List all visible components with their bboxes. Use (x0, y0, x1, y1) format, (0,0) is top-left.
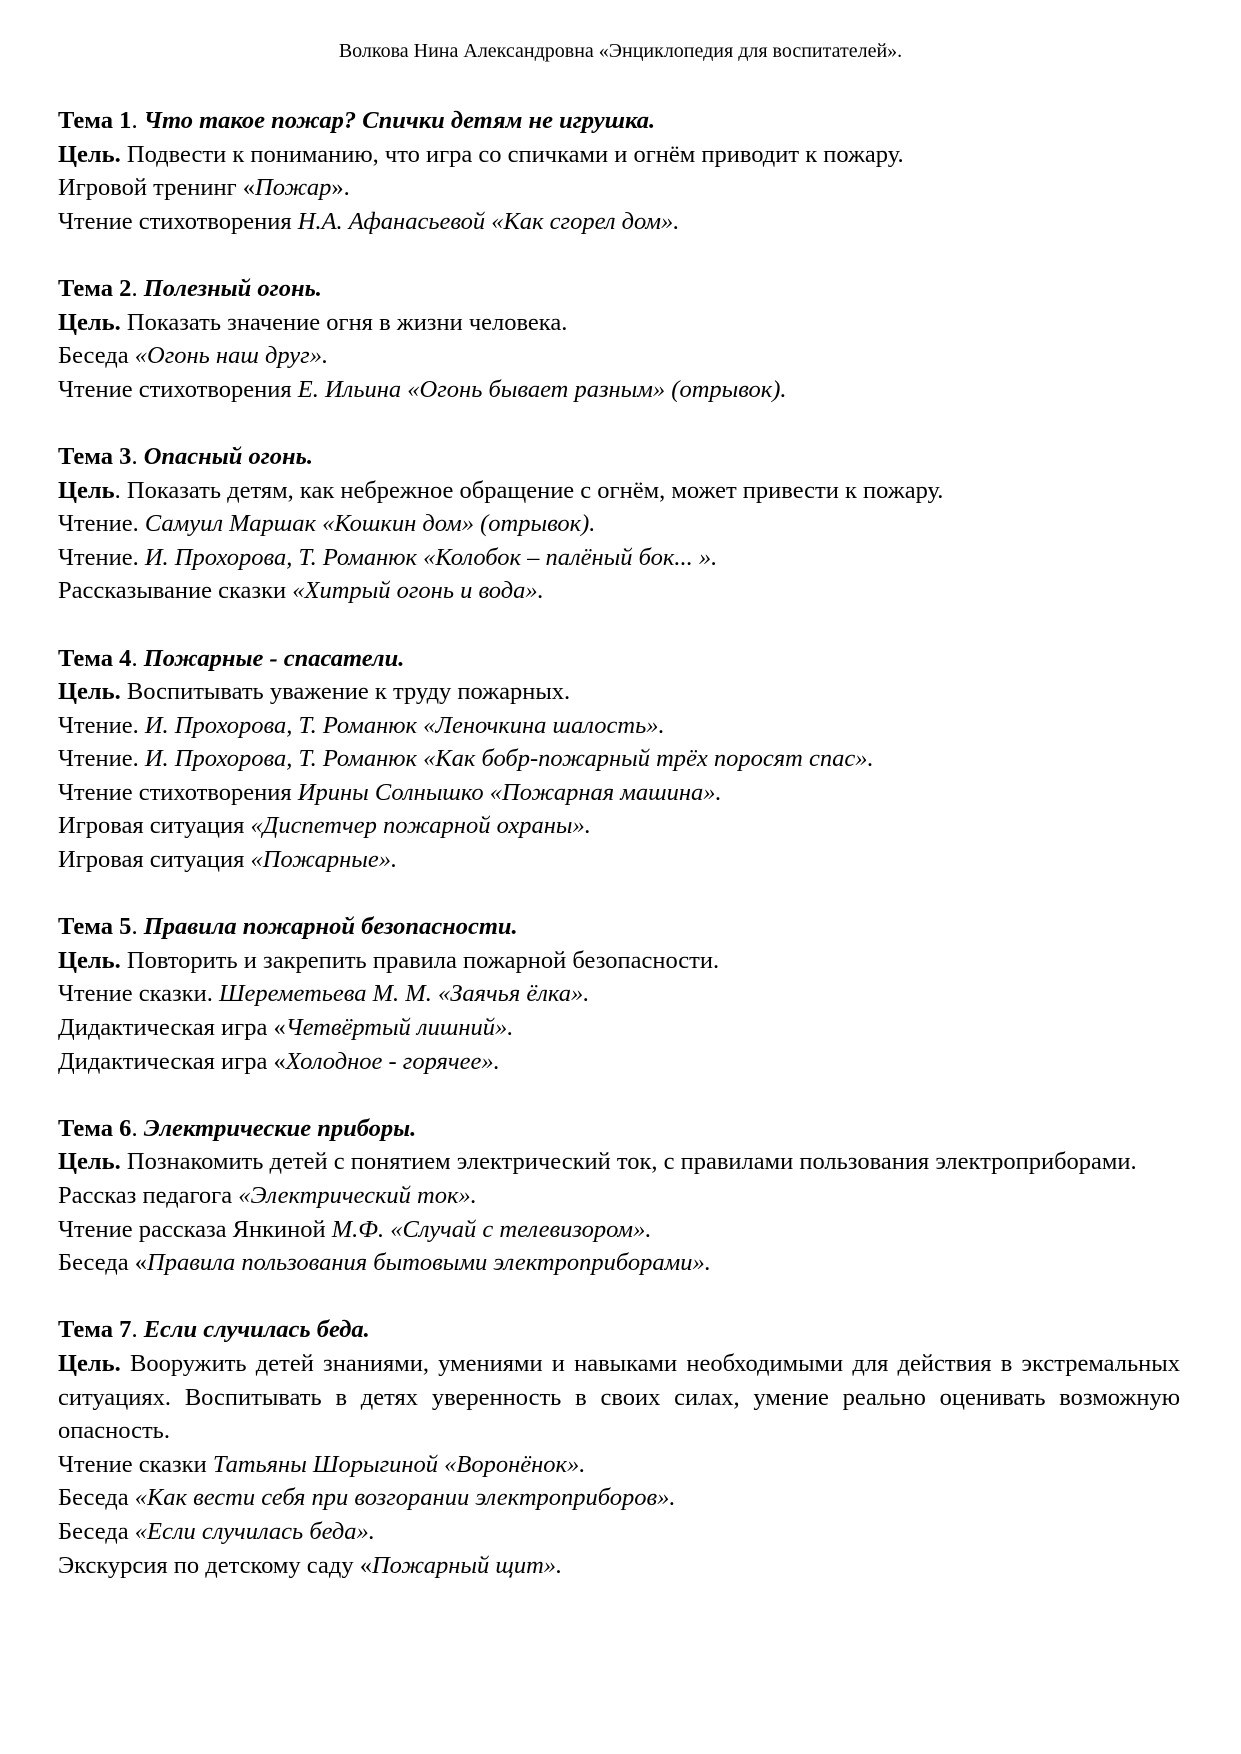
text-segment: Правила пожарной безопасности. (143, 913, 518, 941)
text-segment: Воспитывать уважение к труду пожарных. (120, 678, 571, 706)
topic-line (58, 944, 1180, 978)
text-segment: Шереметьева М. М. «Заячья ёлка». (218, 980, 590, 1008)
text-segment: Чтение стихотворения (58, 375, 298, 403)
topic-line (58, 776, 1180, 810)
text-segment: . (131, 107, 144, 134)
topic-line (58, 1515, 1180, 1549)
topic-line (58, 1481, 1180, 1515)
topic-title (58, 1112, 1180, 1146)
topic-title (58, 104, 1180, 138)
text-segment: Показать значение огня в жизни человека. (120, 308, 568, 336)
topic-line (58, 138, 1180, 172)
text-segment: Цель. (58, 1148, 121, 1176)
text-segment: Чтение стихотворения (58, 207, 298, 235)
text-segment: Чтение. (58, 543, 145, 571)
text-segment: Тема 3 (58, 442, 132, 470)
text-segment: Чтение. (58, 510, 145, 538)
text-segment: . (131, 644, 144, 672)
topic-line (58, 977, 1180, 1011)
text-segment: Пожарные - спасатели. (143, 644, 405, 672)
topic-line (58, 574, 1180, 608)
topic-title (58, 642, 1180, 676)
text-segment: Тема 2 (58, 274, 132, 302)
topic-line (58, 675, 1180, 709)
text-segment: Пожар (255, 174, 332, 202)
text-segment: Н.А. Афанасьевой «Как сгорел дом». (297, 207, 680, 235)
topic-line (58, 843, 1180, 877)
text-segment: «Если случилась беда». (134, 1517, 375, 1545)
topic-line (58, 1045, 1180, 1079)
topic-block (58, 1112, 1180, 1280)
page-header: Волкова Нина Александровна «Энциклопедия для воспитателей». (338, 40, 903, 62)
text-segment: И. Прохорова, Т. Романюк «Как бобр-пожарный трёх поросят спас». (144, 745, 874, 773)
text-segment: Игровая ситуация (58, 812, 251, 840)
topic-title (58, 272, 1180, 306)
text-segment: Полезный огонь. (143, 274, 322, 302)
text-segment: Четвёртый лишний». (285, 1014, 514, 1042)
topic-line (58, 205, 1180, 239)
topic-title (58, 440, 1180, 474)
text-segment: Чтение. (58, 711, 145, 739)
text-segment: . (131, 274, 144, 302)
text-segment: Повторить и закрепить правила пожарной безопасности. (120, 946, 720, 974)
text-segment: Ирины Солнышко «Пожарная машина». (297, 778, 722, 806)
text-segment: «Электрический ток». (238, 1182, 477, 1209)
topic-line (58, 1011, 1180, 1045)
text-segment: Рассказ педагога (58, 1182, 239, 1209)
topic-title (58, 910, 1180, 944)
text-segment: И. Прохорова, Т. Романюк «Леночкина шалость». (144, 711, 665, 739)
text-segment: Игровой тренинг « (58, 174, 256, 202)
text-segment: Цель. (58, 140, 121, 168)
text-segment: . (131, 1316, 144, 1344)
text-segment: Беседа (58, 1517, 135, 1545)
text-segment: Цель. (58, 946, 121, 974)
text-segment: «Пожарные». (250, 846, 398, 874)
topic-line (58, 709, 1180, 743)
text-segment: Чтение сказки (58, 1450, 213, 1478)
text-segment: Цель. (58, 1349, 121, 1377)
topic-line (58, 306, 1180, 340)
topic-line (58, 1246, 1180, 1280)
text-segment: Чтение рассказа Янкиной (58, 1215, 332, 1243)
document-body (58, 104, 1180, 1616)
text-segment: Тема 5 (58, 913, 132, 941)
text-segment: . Показать детям, как небрежное обращение с огнём, может привести к пожару. (114, 476, 944, 504)
text-segment: . (131, 913, 144, 941)
text-segment: Цель. (58, 678, 121, 706)
topic-block (58, 272, 1180, 406)
topic-line (58, 373, 1180, 407)
topic-line (58, 1347, 1180, 1448)
topic-line (58, 1549, 1180, 1583)
text-segment: Что такое пожар? Спички детям не игрушка. (143, 107, 656, 134)
text-segment: «Как вести себя при возгорании электроприборов». (134, 1484, 676, 1512)
topic-line (58, 1145, 1180, 1179)
text-segment: Тема 6 (58, 1114, 132, 1142)
text-segment: И. Прохорова, Т. Романюк «Колобок – палёный бок... ». (144, 543, 718, 571)
text-segment: Дидактическая игра « (58, 1014, 286, 1042)
topic-line (58, 1213, 1180, 1247)
topic-block (58, 910, 1180, 1078)
text-segment: Беседа « (58, 1249, 147, 1277)
text-segment: «Диспетчер пожарной охраны». (250, 812, 591, 840)
topic-line (58, 742, 1180, 776)
topic-block (58, 1313, 1180, 1582)
topic-line (58, 171, 1180, 205)
text-segment: «Огонь наш друг». (134, 342, 329, 370)
text-segment: Пожарный щит». (371, 1551, 563, 1579)
text-segment: Рассказывание сказки (58, 577, 293, 605)
text-segment: Электрические приборы. (143, 1114, 417, 1142)
text-segment: Если случилась беда. (143, 1316, 370, 1344)
text-segment: Познакомить детей с понятием электрический ток, с правилами пользования электроприборами. (120, 1148, 1137, 1176)
text-segment: Тема 4 (58, 644, 132, 672)
topic-line (58, 541, 1180, 575)
text-segment: Тема 7 (58, 1316, 132, 1344)
text-segment: Игровая ситуация (58, 846, 251, 874)
text-segment: Е. Ильина «Огонь бывает разным» (отрывок). (297, 375, 787, 403)
text-segment: Опасный огонь. (143, 442, 313, 470)
text-segment: ». (331, 174, 350, 202)
topic-block (58, 440, 1180, 608)
text-segment: Экскурсия по детскому саду « (58, 1551, 372, 1579)
topic-line (58, 474, 1180, 508)
text-segment: Вооружить детей знаниями, умениями и навыками необходимыми для действия в экстремальных ситуациях. Воспитывать в детях уверенность в своих силах, умение реально оценивать возможную опасность. (58, 1349, 1180, 1445)
text-segment: Подвести к пониманию, что игра со спичками и огнём приводит к пожару. (120, 140, 904, 168)
text-segment: Цель (58, 476, 115, 504)
text-segment: Чтение стихотворения (58, 778, 298, 806)
text-segment: «Хитрый огонь и вода». (292, 577, 544, 605)
text-segment: . (131, 1114, 144, 1142)
topic-block (58, 642, 1180, 877)
text-segment: Тема 1 (58, 107, 132, 134)
text-segment: Правила пользования бытовыми электроприборами». (147, 1249, 711, 1277)
text-segment: Цель. (58, 308, 121, 336)
topic-title (58, 1313, 1180, 1347)
topic-line (58, 507, 1180, 541)
text-segment: Самуил Маршак «Кошкин дом» (отрывок). (144, 510, 596, 538)
text-segment: Чтение сказки. (58, 980, 219, 1008)
text-segment: Чтение. (58, 745, 145, 773)
topic-line (58, 1179, 1180, 1213)
text-segment: Татьяны Шорыгиной «Воронёнок». (212, 1450, 586, 1478)
text-segment: . (131, 442, 144, 470)
text-segment: М.Ф. «Случай с телевизором». (331, 1215, 652, 1243)
topic-line (58, 1448, 1180, 1482)
text-segment: Дидактическая игра « (58, 1047, 286, 1075)
topic-line (58, 339, 1180, 373)
text-segment: Холодное - горячее». (285, 1047, 500, 1075)
text-segment: Беседа (58, 342, 135, 370)
topic-line (58, 809, 1180, 843)
topic-block (58, 104, 1180, 238)
text-segment: Беседа (58, 1484, 135, 1512)
